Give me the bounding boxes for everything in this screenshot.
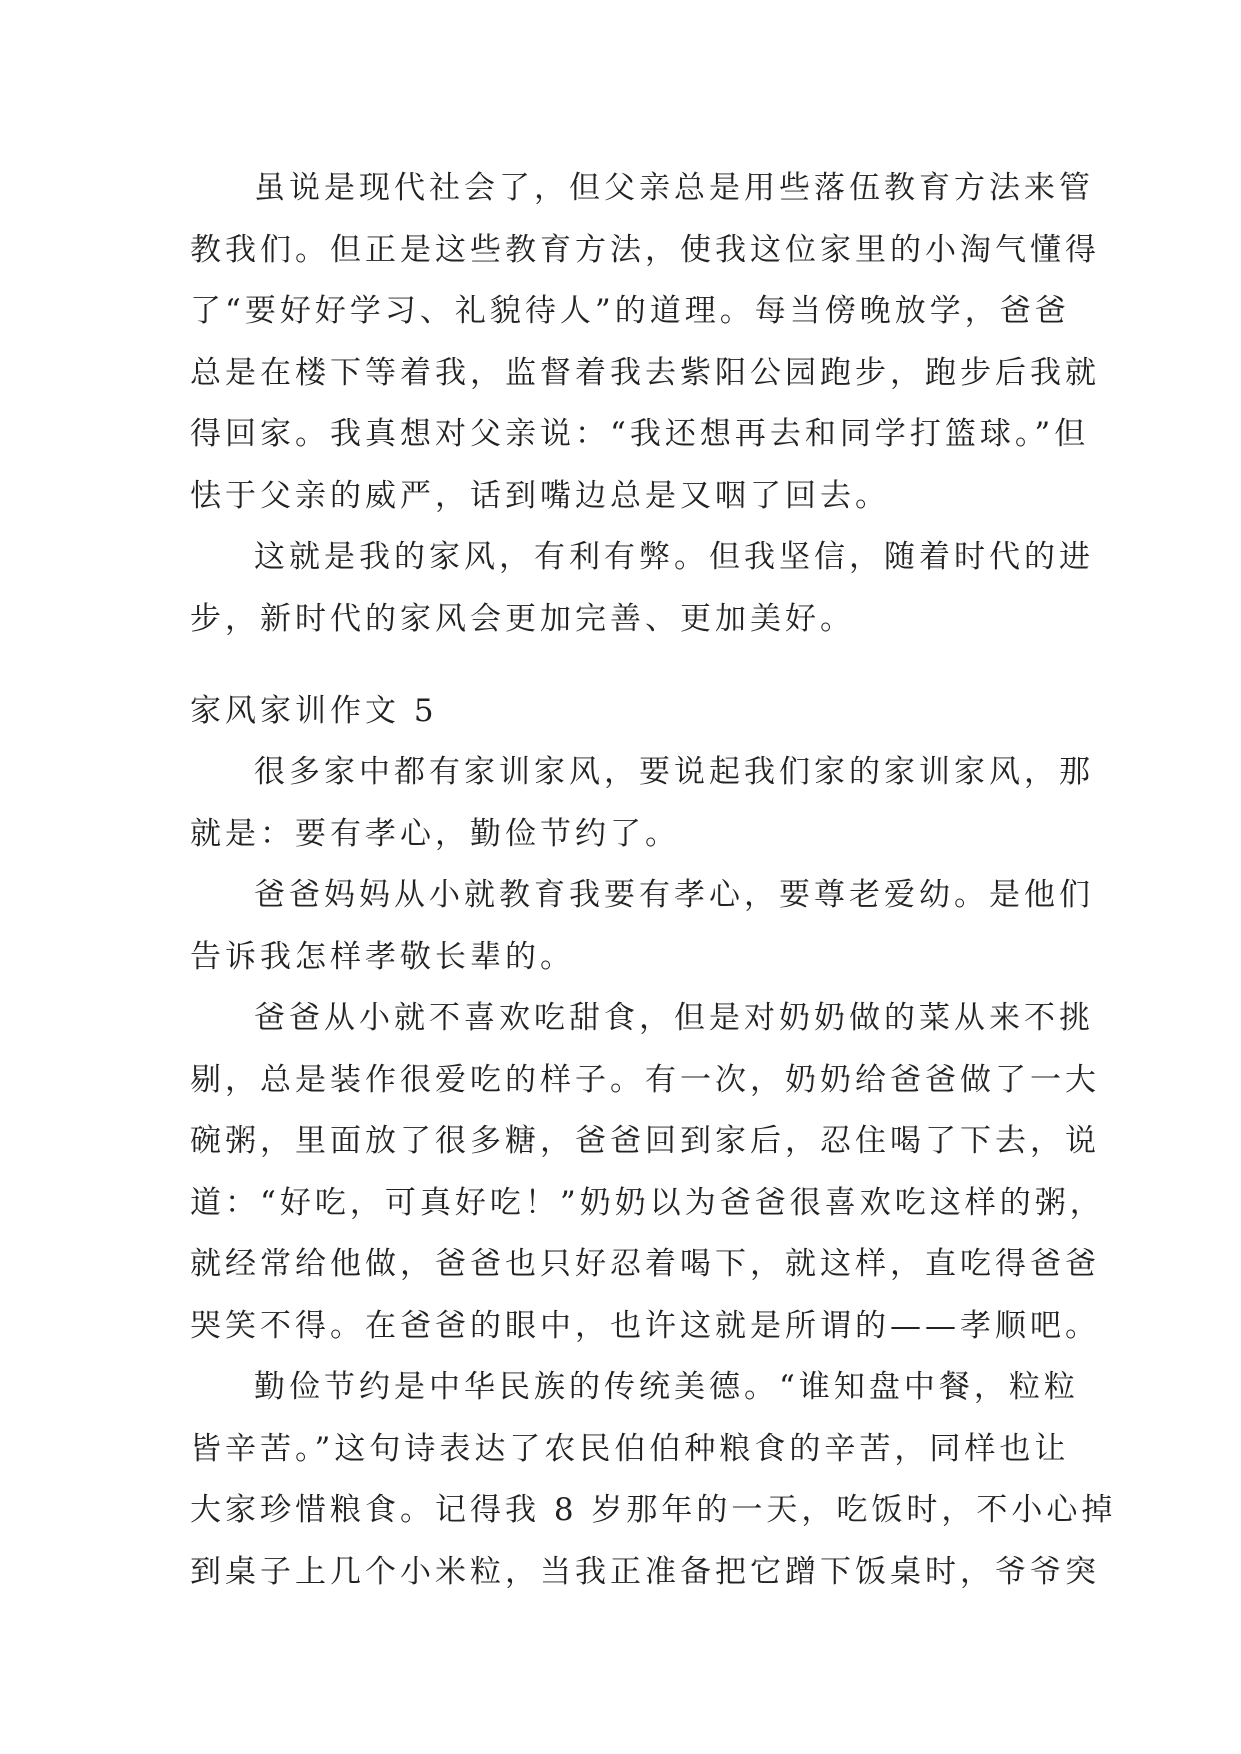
essay-section-4-ending: [190, 158, 1100, 650]
paragraph-line: 步，新时代的家风会更加完善、更加美好。: [190, 600, 855, 637]
paragraph-line: 怯于父亲的威严，话到嘴边总是又咽了回去。: [190, 477, 890, 514]
paragraph-line: 总是在楼下等着我，监督着我去紫阳公园跑步，跑步后我就: [190, 354, 1100, 391]
paragraph-line: 大家珍惜粮食。记得我 8 岁那年的一天，吃饭时，不小心掉: [190, 1492, 1117, 1528]
paragraph-line: 到桌子上几个小米粒，当我正准备把它蹭下饭桌时，爷爷突: [190, 1553, 1100, 1590]
paragraph-line: 哭笑不得。在爸爸的眼中，也许这就是所谓的——孝顺吧。: [190, 1307, 1100, 1344]
paragraph-line: 道：“好吃，可真好吃！”奶奶以为爸爸很喜欢吃这样的粥，: [190, 1184, 1105, 1221]
paragraph-line: 剔，总是装作很爱吃的样子。有一次，奶奶给爸爸做了一大: [190, 1061, 1100, 1098]
paragraph-line: 这就是我的家风，有利有弊。但我坚信，随着时代的进: [254, 539, 1094, 575]
paragraph-line: 就经常给他做，爸爸也只好忍着喝下，就这样，直吃得爸爸: [190, 1246, 1100, 1282]
paragraph-line: 了“要好好学习、礼貌待人”的道理。每当傍晚放学，爸爸: [190, 293, 1070, 329]
paragraph-line: 碗粥，里面放了很多糖，爸爸回到家后，忍住喝了下去，说: [190, 1123, 1100, 1159]
paragraph-line: 皆辛苦。”这句诗表达了农民伯伯种粮食的辛苦，同样也让: [190, 1430, 1070, 1467]
paragraph-line: 教我们。但正是这些教育方法，使我这位家里的小淘气懂得: [190, 231, 1100, 268]
paragraph-line: 爸爸从小就不喜欢吃甜食，但是对奶奶做的菜从来不挑: [254, 1000, 1094, 1036]
paragraph-line: 就是：要有孝心，勤俭节约了。: [190, 815, 680, 852]
section-heading: 家风家训作文 5: [190, 693, 438, 729]
paragraph-line: 很多家中都有家训家风，要说起我们家的家训家风，那: [254, 754, 1094, 790]
paragraph-line: 爸爸妈妈从小就教育我要有孝心，要尊老爱幼。是他们: [254, 877, 1094, 913]
paragraph-line: 告诉我怎样孝敬长辈的。: [190, 938, 575, 975]
paragraph-line: 勤俭节约是中华民族的传统美德。“谁知盘中餐，粒粒: [254, 1369, 1079, 1405]
paragraph-line: 虽说是现代社会了，但父亲总是用些落伍教育方法来管: [254, 170, 1094, 206]
essay-section-5: [190, 742, 1117, 1603]
paragraph-line: 得回家。我真想对父亲说：“我还想再去和同学打篮球。”但: [190, 416, 1090, 452]
section-heading-block: [190, 681, 1050, 743]
